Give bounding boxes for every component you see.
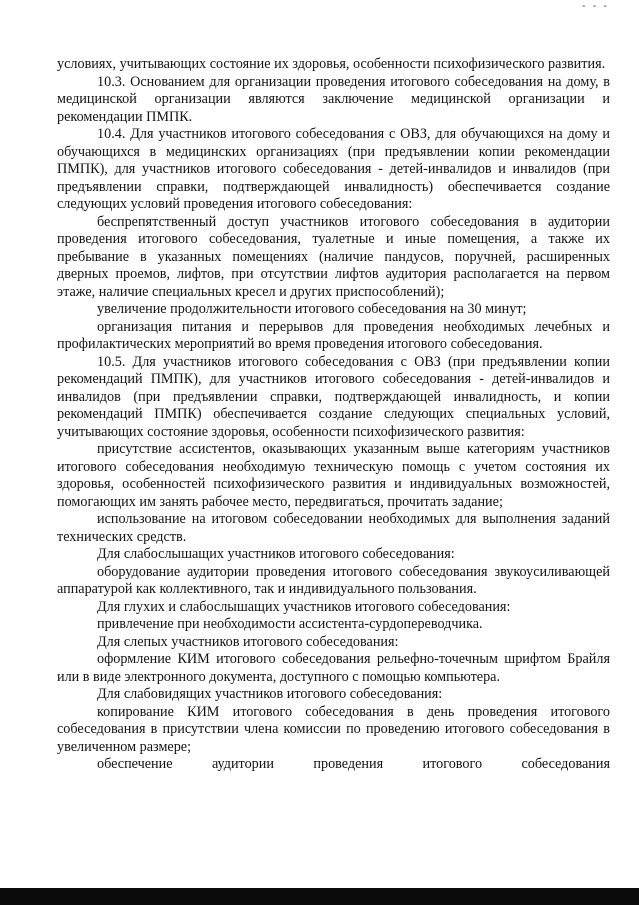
list-item-room-equipment: обеспечение аудитории проведения итогового собеседования — [97, 756, 610, 772]
paragraph-continuation: условиях, учитывающих состояние их здоровья, особенности психофизического развития. — [57, 56, 606, 72]
list-item-extended-duration: увеличение продолжительности итогового собеседования на 30 минут; — [97, 301, 527, 317]
paragraph-10-4: 10.4. Для участников итогового собеседования с ОВЗ, для обучающихся на дому и обучающихся в медицинских организациях (при предъявлении копии рекомендации ПМПК), для участников итогового собеседования - детей-инвалидов и инвалидов (при предъявлении справки, подтверждающей инвалидность) обеспечивается создание следующих условий проведения итогового собеседования: — [57, 126, 610, 212]
document-body — [57, 56, 610, 774]
list-item-unhindered-access: беспрепятственный доступ участников итогового собеседования в аудитории проведения итогового собеседования, туалетные и иные помещения, а также их пребывание в указанных помещениях (наличие пандусов, поручней, расширенных дверных проемов, лифтов, при отсутствии лифтов аудитория располагается на первом этаже, наличие специальных кресел и других приспособлений); — [57, 213, 610, 300]
list-item-braille-kim: оформление КИМ итогового собеседования рельефно-точечным шрифтом Брайля или в виде электронного документа, доступного с помощью компьютера. — [57, 651, 610, 685]
paragraph-10-5: 10.5. Для участников итогового собеседования с ОВЗ (при предъявлении копии рекомендаций ПМПК), для участников итогового собеседования - детей-инвалидов и инвалидов (при предъявлении справки, подтверждающей инвалидность, и копии рекомендаций ПМПК) обеспечивается создание следующих специальных условий, учитывающих состояние здоровья, особенности психофизического развития: — [57, 353, 610, 440]
scan-bottom-edge — [0, 888, 639, 905]
heading-hard-of-hearing: Для слабослышащих участников итогового собеседования: — [97, 546, 455, 562]
list-item-technical-means: использование на итоговом собеседовании необходимых для выполнения заданий технических средств. — [57, 511, 610, 545]
list-item-meals-and-breaks: организация питания и перерывов для проведения необходимых лечебных и профилактических мероприятий во время проведения итогового собеседования. — [57, 318, 610, 352]
heading-visually-impaired: Для слабовидящих участников итогового собеседования: — [97, 686, 443, 702]
list-item-enlarged-copy: копирование КИМ итогового собеседования в день проведения итогового собеседования в присутствии члена комиссии по проведению итогового собеседования в увеличенном размере; — [57, 703, 610, 755]
paragraph-10-3: 10.3. Основанием для организации проведения итогового собеседования на дому, в медицинской организации являются заключение медицинской организации и рекомендации ПМПК. — [57, 73, 610, 125]
heading-blind: Для слепых участников итогового собеседования: — [97, 633, 399, 650]
scan-corner-mark: - - - — [581, 0, 609, 12]
list-item-assistants: присутствие ассистентов, оказывающих указанным выше категориям участников итогового собеседования необходимую техническую помощь с учетом состояния их здоровья, особенностей психофизического развития и индивидуальных возможностей, помогающих им занять рабочее место, передвигаться, прочитать задание; — [57, 441, 610, 510]
heading-deaf-and-hard-of-hearing: Для глухих и слабослышащих участников итогового собеседования: — [97, 598, 511, 615]
list-item-sign-interpreter: привлечение при необходимости ассистента-сурдопереводчика. — [97, 616, 483, 632]
list-item-sound-equipment: оборудование аудитории проведения итогового собеседования звукоусиливающей аппаратурой как коллективного, так и индивидуального пользования. — [57, 563, 610, 597]
